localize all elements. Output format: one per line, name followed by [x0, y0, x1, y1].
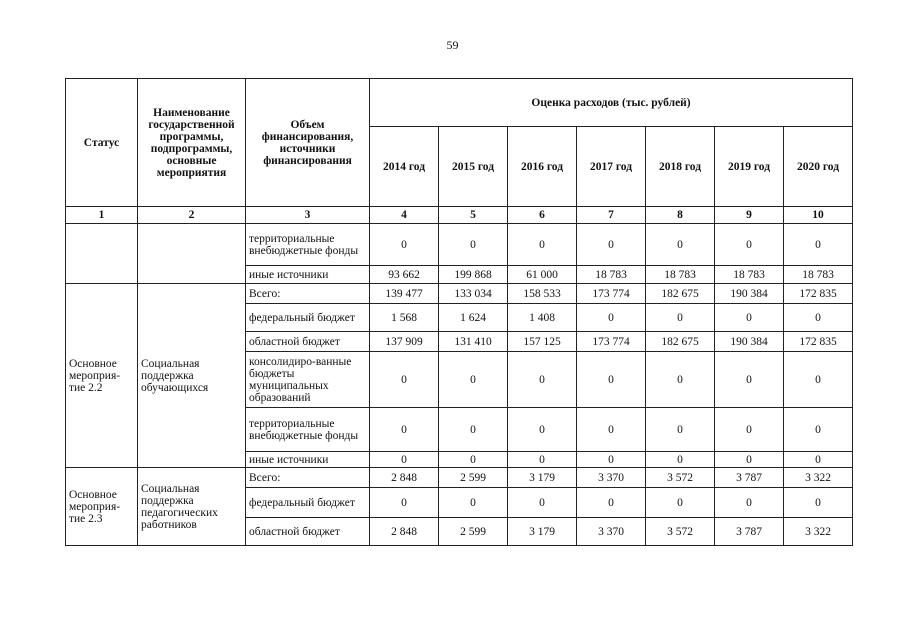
value-cell: 137 909 — [370, 332, 439, 352]
value-cell: 0 — [646, 452, 715, 468]
value-cell: 0 — [646, 224, 715, 266]
funding-source: Всего: — [246, 468, 370, 488]
funding-source: федеральный бюджет — [246, 488, 370, 518]
value-cell: 0 — [715, 352, 784, 408]
value-cell: 0 — [508, 452, 577, 468]
value-cell: 0 — [577, 408, 646, 452]
header-year: 2017 год — [577, 127, 646, 207]
value-cell: 0 — [577, 304, 646, 332]
value-cell: 2 848 — [370, 518, 439, 546]
column-number: 1 — [66, 207, 138, 224]
value-cell: 0 — [784, 408, 853, 452]
value-cell: 0 — [370, 408, 439, 452]
funding-source: иные источники — [246, 266, 370, 284]
value-cell: 0 — [646, 408, 715, 452]
value-cell: 2 599 — [439, 518, 508, 546]
table-row — [66, 468, 853, 488]
budget-table — [65, 78, 853, 546]
value-cell: 0 — [784, 352, 853, 408]
value-cell: 61 000 — [508, 266, 577, 284]
funding-source: территориальные внебюджетные фонды — [246, 408, 370, 452]
value-cell: 182 675 — [646, 332, 715, 352]
header-year: 2018 год — [646, 127, 715, 207]
value-cell: 2 599 — [439, 468, 508, 488]
value-cell: 3 370 — [577, 468, 646, 488]
value-cell: 0 — [646, 352, 715, 408]
value-cell: 0 — [715, 224, 784, 266]
value-cell: 0 — [646, 488, 715, 518]
funding-source: областной бюджет — [246, 332, 370, 352]
value-cell: 0 — [784, 488, 853, 518]
value-cell: 3 322 — [784, 468, 853, 488]
table-row — [66, 284, 853, 304]
column-number: 8 — [646, 207, 715, 224]
value-cell: 0 — [577, 224, 646, 266]
value-cell: 0 — [439, 352, 508, 408]
program-name-cell: Социальная поддержка педагогических работников — [138, 468, 246, 546]
value-cell: 3 322 — [784, 518, 853, 546]
value-cell: 0 — [508, 408, 577, 452]
value-cell: 0 — [715, 304, 784, 332]
header-year: 2020 год — [784, 127, 853, 207]
value-cell: 1 568 — [370, 304, 439, 332]
table-row — [66, 224, 853, 266]
value-cell: 3 787 — [715, 468, 784, 488]
program-name-cell: Социальная поддержка обучающихся — [138, 284, 246, 468]
value-cell: 139 477 — [370, 284, 439, 304]
value-cell: 0 — [784, 224, 853, 266]
program-name-cell — [138, 224, 246, 284]
funding-source: Всего: — [246, 284, 370, 304]
status-cell: Основное мероприя-тие 2.3 — [66, 468, 138, 546]
header-funding-volume: Объем финансирования, источники финансирования — [246, 79, 370, 207]
header-expense-estimate: Оценка расходов (тыс. рублей) — [370, 79, 853, 127]
value-cell: 3 179 — [508, 518, 577, 546]
value-cell: 18 783 — [577, 266, 646, 284]
value-cell: 0 — [784, 452, 853, 468]
header-year: 2016 год — [508, 127, 577, 207]
value-cell: 0 — [577, 452, 646, 468]
value-cell: 182 675 — [646, 284, 715, 304]
value-cell: 0 — [439, 452, 508, 468]
funding-source: иные источники — [246, 452, 370, 468]
value-cell: 0 — [577, 488, 646, 518]
header-year: 2019 год — [715, 127, 784, 207]
value-cell: 157 125 — [508, 332, 577, 352]
value-cell: 1 408 — [508, 304, 577, 332]
value-cell: 190 384 — [715, 332, 784, 352]
value-cell: 158 533 — [508, 284, 577, 304]
value-cell: 0 — [439, 408, 508, 452]
value-cell: 18 783 — [784, 266, 853, 284]
value-cell: 3 572 — [646, 468, 715, 488]
column-number: 3 — [246, 207, 370, 224]
funding-source: федеральный бюджет — [246, 304, 370, 332]
header-year: 2014 год — [370, 127, 439, 207]
column-number: 6 — [508, 207, 577, 224]
value-cell: 173 774 — [577, 284, 646, 304]
value-cell: 3 370 — [577, 518, 646, 546]
funding-source: консолидиро-ванные бюджеты муниципальных образований — [246, 352, 370, 408]
value-cell: 0 — [715, 408, 784, 452]
value-cell: 1 624 — [439, 304, 508, 332]
funding-source: территориальные внебюджетные фонды — [246, 224, 370, 266]
header-status: Статус — [66, 79, 138, 207]
column-number: 9 — [715, 207, 784, 224]
column-number: 10 — [784, 207, 853, 224]
value-cell: 18 783 — [646, 266, 715, 284]
status-cell: Основное мероприя-тие 2.2 — [66, 284, 138, 468]
column-number: 5 — [439, 207, 508, 224]
value-cell: 0 — [370, 488, 439, 518]
status-cell — [66, 224, 138, 284]
value-cell: 3 572 — [646, 518, 715, 546]
value-cell: 0 — [577, 352, 646, 408]
value-cell: 0 — [784, 304, 853, 332]
page-number: 59 — [446, 38, 459, 52]
value-cell: 3 787 — [715, 518, 784, 546]
table-body — [66, 224, 853, 546]
value-cell: 173 774 — [577, 332, 646, 352]
value-cell: 2 848 — [370, 468, 439, 488]
column-number: 2 — [138, 207, 246, 224]
header-year: 2015 год — [439, 127, 508, 207]
value-cell: 0 — [508, 488, 577, 518]
value-cell: 0 — [370, 352, 439, 408]
value-cell: 0 — [370, 452, 439, 468]
value-cell: 172 835 — [784, 332, 853, 352]
value-cell: 93 662 — [370, 266, 439, 284]
value-cell: 0 — [646, 304, 715, 332]
value-cell: 0 — [508, 224, 577, 266]
header-program-name: Наименование государственной программы, подпрограммы, основные мероприятия — [138, 79, 246, 207]
value-cell: 0 — [715, 488, 784, 518]
value-cell: 3 179 — [508, 468, 577, 488]
value-cell: 0 — [439, 488, 508, 518]
value-cell: 131 410 — [439, 332, 508, 352]
value-cell: 0 — [508, 352, 577, 408]
value-cell: 0 — [370, 224, 439, 266]
column-number: 7 — [577, 207, 646, 224]
value-cell: 0 — [715, 452, 784, 468]
value-cell: 133 034 — [439, 284, 508, 304]
value-cell: 190 384 — [715, 284, 784, 304]
value-cell: 0 — [439, 224, 508, 266]
value-cell: 18 783 — [715, 266, 784, 284]
column-number: 4 — [370, 207, 439, 224]
value-cell: 172 835 — [784, 284, 853, 304]
funding-source: областной бюджет — [246, 518, 370, 546]
value-cell: 199 868 — [439, 266, 508, 284]
